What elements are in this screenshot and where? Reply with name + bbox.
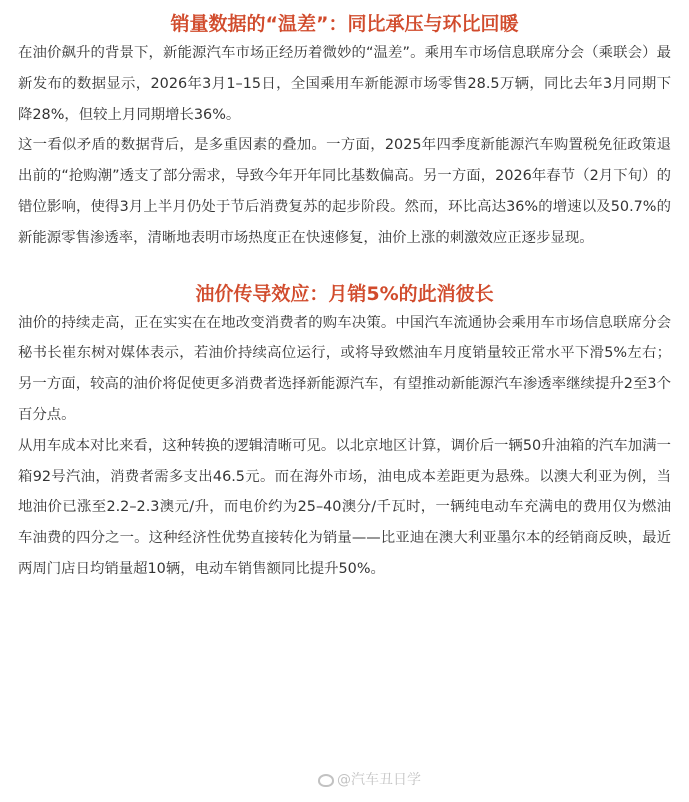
- weibo-icon: [318, 774, 334, 787]
- section-heading-sales-gap: 销量数据的“温差”：同比承压与环比回暖: [170, 13, 519, 35]
- paragraph-contradiction-factors: 这一看似矛盾的数据背后，是多重因素的叠加。一方面，2025年四季度新能源汽车购置税免征政策退出前的“抢购潮”透支了部分需求，导致今年开年同比基数偏高。另一方面，2026年春节（2月下旬）的错位影响，使得3月上半月仍处于节后消费复苏的起步阶段。然而，环比高达36%的增速以及50.7%的新能源零售渗透率，清晰地表明市场热度正在快速修复，油价上涨的刺激效应正逐步显现。: [18, 137, 671, 246]
- section-heading-oil-price-effect: 油价传导效应：月销5%的此消彼长: [195, 282, 494, 305]
- paragraph-oil-price-decision: 油价的持续走高，正在实实在在地改变消费者的购车决策。中国汽车流通协会乘用车市场信息联席分会秘书长崔东树对媒体表示，若油价持续高位运行，或将导致燃油车月度销量较正常水平下滑5%左右；另一方面，较高的油价将促使更多消费者选择新能源汽车，有望推动新能源汽车渗透率继续提升2至3个百分点。: [18, 314, 671, 423]
- watermark-text: @汽车丑日学: [337, 772, 421, 788]
- paragraph-cost-comparison: 从用车成本对比来看，这种转换的逻辑清晰可见。以北京地区计算，调价后一辆50升油箱的汽车加满一箱92号汽油，消费者需多支出46.5元。而在海外市场，油电成本差距更为悬殊。以澳大利亚为例，当地油价已涨至2.2–2.3澳元/升，而电价约为25–40澳分/千瓦时，一辆纯电动车充满电的费用仅为燃油车油费的四分之一。这种经济性优势直接转化为销量——比亚迪在澳大利亚墨尔本的经销商反映，最近两周门店日均销量超10辆，电动车销售额同比提升50%。: [18, 437, 671, 577]
- watermark: [318, 770, 421, 790]
- paragraph-sales-data: 在油价飙升的背景下，新能源汽车市场正经历着微妙的“温差”。乘用车市场信息联席分会（乘联会）最新发布的数据显示，2026年3月1–15日，全国乘用车新能源市场零售28.5万辆，同比去年3月同期下降28%，但较上月同期增长36%。: [18, 45, 671, 123]
